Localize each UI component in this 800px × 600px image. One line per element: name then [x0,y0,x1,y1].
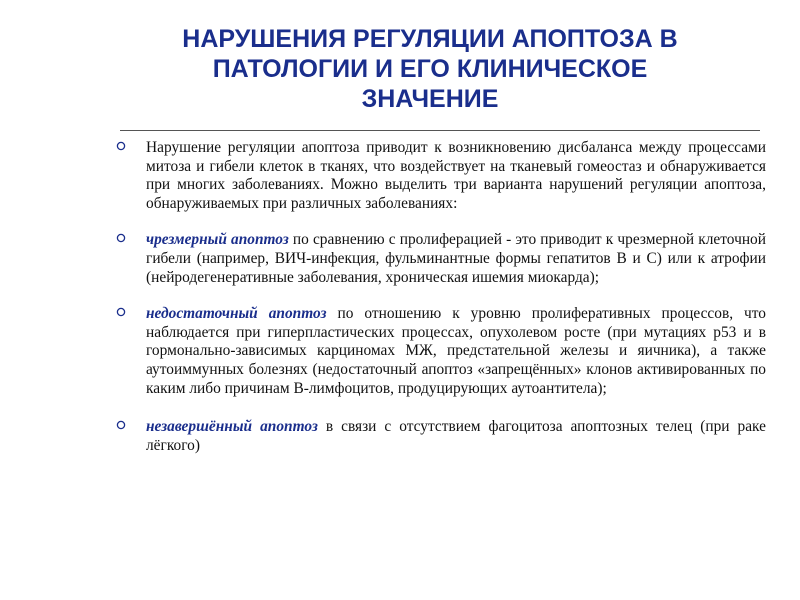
slide-title [150,24,710,114]
title-divider [120,130,760,131]
bullet-item-insufficient-apoptosis [116,305,766,398]
bullet-list [116,139,766,455]
bullet-text [146,418,766,455]
bullet-text [146,139,766,213]
hollow-circle-bullet-icon [116,141,126,151]
bullet-body: Нарушение регуляции апоптоза приводит к возникновению дисбаланса между процессами митоза и гибели клеток в тканях, что воздействует на тканевый гомеостаз и обнаруживается при многих заболеваниях. Можно выделить три варианта нарушений регуляции апоптоза, обнаруживаемых при различных заболеваниях: [146,139,766,212]
bullet-body: по сравнению с пролиферацией - это приводит к чрезмерной клеточной гибели (например, ВИЧ-инфекция, фульминантные формы гепатитов В и С) или к атрофии (нейродегенеративные заболевания, хроническая ишемия миокарда); [146,231,766,286]
bullet-body: по отношению к уровню пролиферативных процессов, что наблюдается при гиперпластических процессах, опухолевом росте (при мутациях р53 и в гормонально-зависимых карциномах МЖ, предстательной железы и яичника), а также аутоиммунных болезнях (недостаточный апоптоз «запрещённых» клонов активированных по каким либо причинам В-лимфоцитов, продуцирующих аутоантитела); [146,305,767,397]
bullet-term: недостаточный апоптоз [146,305,327,323]
bullet-body: в связи с отсутствием фагоцитоза апоптозных телец (при раке лёгкого) [146,418,766,454]
bullet-item-incomplete-apoptosis [116,418,766,455]
bullet-text [146,305,766,398]
hollow-circle-bullet-icon [116,420,126,430]
slide-title-line: ЗНАЧЕНИЕ [361,85,499,113]
bullet-text [146,231,766,287]
bullet-item-intro [116,139,766,213]
bullet-term: чрезмерный апоптоз [146,231,289,249]
bullet-item-excessive-apoptosis [116,231,766,287]
hollow-circle-bullet-icon [116,233,126,243]
hollow-circle-bullet-icon [116,307,126,317]
bullet-term: незавершённый апоптоз [146,418,318,436]
slide-title-line: ПАТОЛОГИИ И ЕГО КЛИНИЧЕСКОЕ [212,55,648,83]
slide-title-line: НАРУШЕНИЯ РЕГУЛЯЦИИ АПОПТОЗА В [182,25,678,53]
